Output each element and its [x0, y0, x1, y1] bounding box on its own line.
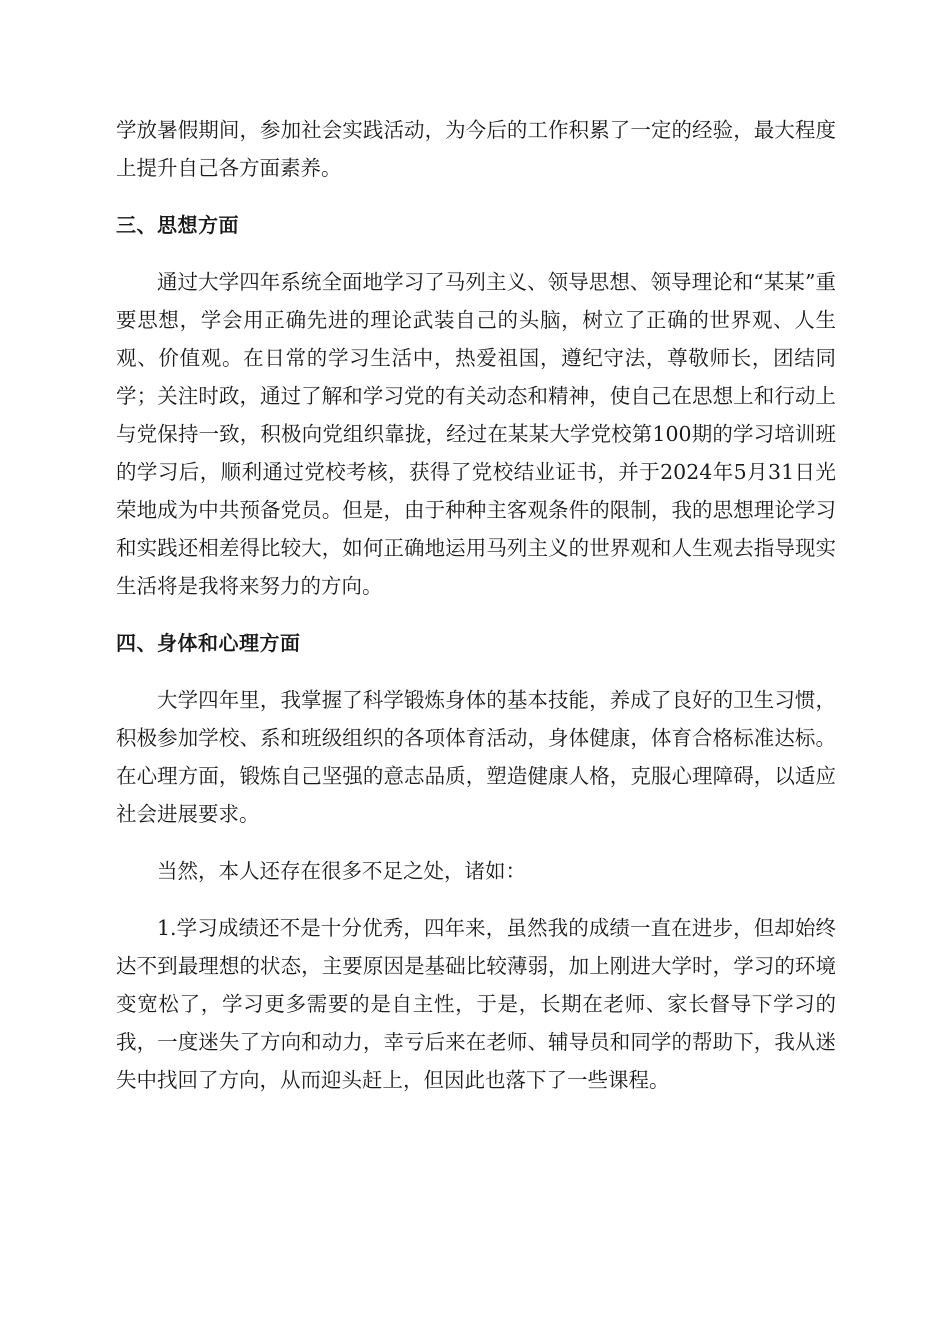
continuation-paragraph: 学放暑假期间，参加社会实践活动，为今后的工作积累了一定的经验，最大程度上提升自己各方面素养。	[116, 118, 836, 180]
thought-paragraph: 通过大学四年系统全面地学习了马列主义、领导思想、领导理论和“某某”重要思想，学会用正确先进的理论武装自己的头脑，树立了正确的世界观、人生观、价值观。在日常的学习生活中，热爱祖国，遵纪守法，尊敬师长，团结同学；关注时政，通过了解和学习党的有关动态和精神，使自己在思想上和行动上与党保持一致，积极向党组织靠拢，经过在某某大学党校第100期的学习培训班的学习后，顺利通过党校考核，获得了党校结业证书，并于2024年5月31日光荣地成为中共预备党员。但是，由于种种主客观条件的限制，我的思想理论学习和实践还相差得比较大，如何正确地运用马列主义的世界观和人生观去指导现实生活将是我将来努力的方向。	[116, 270, 836, 598]
section-heading-physical-mental: 四、身体和心理方面	[116, 631, 301, 655]
shortcoming-item-1: 1.学习成绩还不是十分优秀，四年来，虽然我的成绩一直在进步，但却始终达不到最理想的状态，主要原因是基础比较薄弱，加上刚进大学时，学习的环境变宽松了，学习更多需要的是自主性，于是，长期在老师、家长督导下学习的我，一度迷失了方向和动力，幸亏后来在老师、辅导员和同学的帮助下，我从迷失中找回了方向，从而迎头赶上，但因此也落下了一些课程。	[116, 916, 836, 1092]
physical-mental-paragraph: 大学四年里，我掌握了科学锻炼身体的基本技能，养成了良好的卫生习惯，积极参加学校、系和班级组织的各项体育活动，身体健康，体育合格标准达标。在心理方面，锻炼自己坚强的意志品质，塑造健康人格，克服心理障碍，以适应社会进展要求。	[116, 688, 836, 826]
document-body	[116, 111, 836, 1099]
shortcomings-intro: 当然，本人还存在很多不足之处，诸如：	[157, 859, 526, 883]
section-heading-thought: 三、思想方面	[116, 213, 239, 237]
